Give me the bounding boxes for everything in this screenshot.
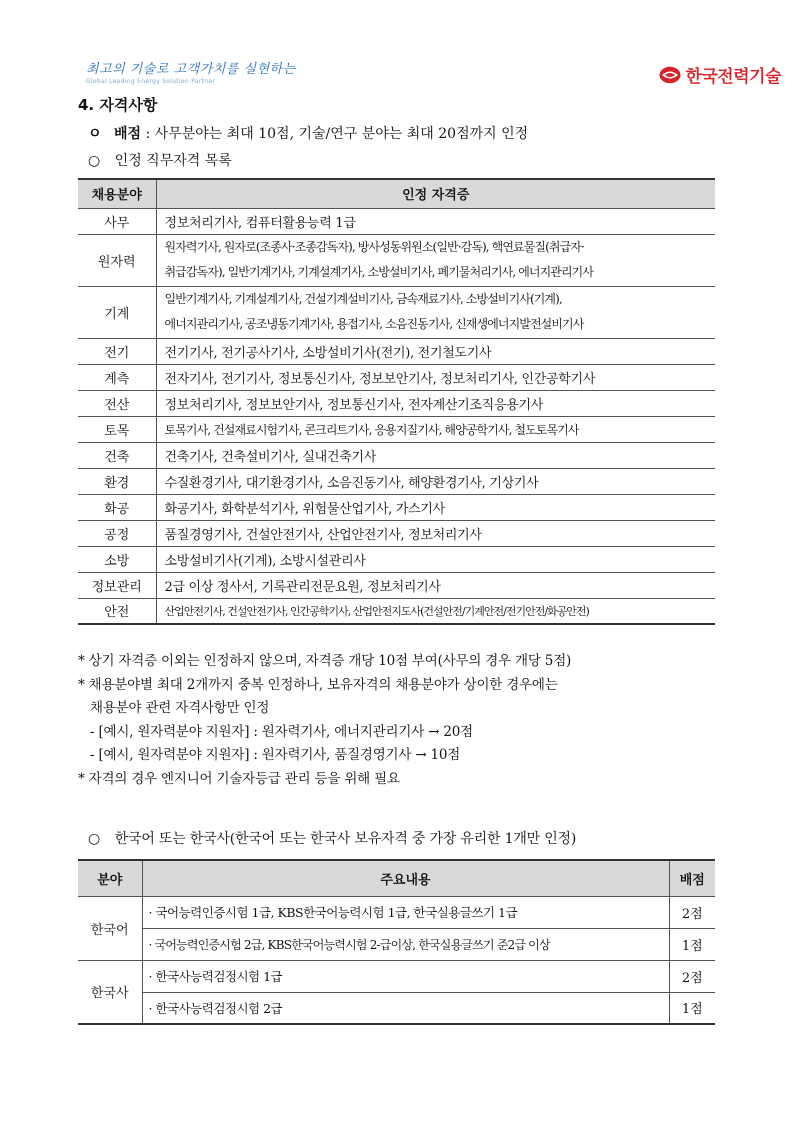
row-content: · 한국사능력검정시험 1급 xyxy=(142,960,669,992)
row-content: · 국어능력인증시험 1급, KBS한국어능력시험 1급, 한국실용글쓰기 1급 xyxy=(142,896,669,928)
table-row xyxy=(78,338,715,364)
table-row xyxy=(78,992,715,1024)
row-field: 안전 xyxy=(78,598,156,624)
row-content: · 한국사능력검정시험 2급 xyxy=(142,992,669,1024)
row-certs: 전기기사, 전기공사기사, 소방설비기사(전기), 전기철도기사 xyxy=(156,338,715,364)
row-certs-line: 일반기계기사, 기계설계기사, 건설기계설비기사, 금속재료기사, 소방설비기사(기계), xyxy=(164,292,562,306)
note-line: * 채용분야별 최대 2개까지 중복 인정하나, 보유자격의 채용분야가 상이한 경우에는 xyxy=(78,676,558,693)
table-row xyxy=(78,442,715,468)
row-field: 계측 xyxy=(78,364,156,390)
row-field: 전산 xyxy=(78,390,156,416)
score-text: : 사무분야는 최대 10점, 기술/연구 분야는 최대 20점까지 인정 xyxy=(141,126,529,142)
table-row xyxy=(78,208,715,234)
table-row xyxy=(78,364,715,390)
header-field: 분야 xyxy=(78,860,142,896)
score-label: 배점 xyxy=(113,126,142,142)
header-slogan: 최고의 기술로 고객가치를 실현하는 xyxy=(86,62,296,77)
row-field: 소방 xyxy=(78,546,156,572)
note-line: - [예시, 원자력분야 지원자] : 원자력기사, 에너지관리기사 → 20점 xyxy=(90,723,473,740)
row-certs: 2급 이상 정사서, 기록관리전문요원, 정보처리기사 xyxy=(156,572,715,598)
row-score: 2점 xyxy=(669,960,715,992)
table-row xyxy=(78,520,715,546)
row-field: 공정 xyxy=(78,520,156,546)
row-score: 2점 xyxy=(669,896,715,928)
korean-section-line xyxy=(88,828,576,848)
table-row xyxy=(78,390,715,416)
score-line xyxy=(88,123,528,143)
header-field: 채용분야 xyxy=(78,179,156,208)
korean-bullet: ○ xyxy=(88,831,101,847)
score-bullet: ㅇ xyxy=(88,126,102,142)
row-certs: 정보처리기사, 컴퓨터활용능력 1급 xyxy=(156,208,715,234)
table-row xyxy=(78,896,715,928)
table-row xyxy=(78,286,715,338)
row-certs xyxy=(156,234,715,286)
row-field: 원자력 xyxy=(78,234,156,286)
header-certs: 인정 자격증 xyxy=(156,179,715,208)
row-certs: 소방설비기사(기계), 소방시설관리사 xyxy=(156,546,715,572)
row-field: 한국사 xyxy=(78,960,142,1024)
table-row xyxy=(78,546,715,572)
row-field: 기계 xyxy=(78,286,156,338)
row-certs: 수질환경기사, 대기환경기사, 소음진동기사, 해양환경기사, 기상기사 xyxy=(156,468,715,494)
row-field: 정보관리 xyxy=(78,572,156,598)
cert-list-line xyxy=(88,150,232,170)
row-certs-line: 취급감독자), 일반기계기사, 기계설계기사, 소방설비기사, 폐기물처리기사, 에너지관리기사 xyxy=(164,265,594,279)
table-row xyxy=(78,928,715,960)
row-certs-line: 원자력기사, 원자로(조종사·조종감독자), 방사성동위원소(일반·감독), 핵연료물질(취급자· xyxy=(164,240,584,254)
row-field: 건축 xyxy=(78,442,156,468)
row-certs: 건축기사, 건축설비기사, 실내건축기사 xyxy=(156,442,715,468)
row-field: 사무 xyxy=(78,208,156,234)
row-score: 1점 xyxy=(669,928,715,960)
row-field: 한국어 xyxy=(78,896,142,960)
kepco-logo-icon xyxy=(659,66,681,84)
row-content: · 국어능력인증시험 2급, KBS한국어능력시험 2-급이상, 한국실용글쓰기 준2급 이상 xyxy=(142,928,669,960)
section-title: 4. 자격사항 xyxy=(78,96,158,114)
table-row xyxy=(78,234,715,286)
row-score: 1점 xyxy=(669,992,715,1024)
logo-text: 한국전력기술 xyxy=(685,67,781,87)
row-field: 화공 xyxy=(78,494,156,520)
row-certs: 화공기사, 화학분석기사, 위험물산업기사, 가스기사 xyxy=(156,494,715,520)
table-row xyxy=(78,494,715,520)
row-certs: 품질경영기사, 건설안전기사, 산업안전기사, 정보처리기사 xyxy=(156,520,715,546)
notes-block xyxy=(78,650,571,791)
row-field: 환경 xyxy=(78,468,156,494)
note-line: * 상기 자격증 이외는 인정하지 않으며, 자격증 개당 10점 부여(사무의 경우 개당 5점) xyxy=(78,653,572,669)
row-field: 토목 xyxy=(78,416,156,442)
header-score: 배점 xyxy=(669,860,715,896)
table-row xyxy=(78,598,715,624)
row-field: 전기 xyxy=(78,338,156,364)
row-certs xyxy=(156,286,715,338)
note-line: * 자격의 경우 엔지니어 기술자등급 관리 등을 위해 필요 xyxy=(78,770,400,787)
row-certs: 산업안전기사, 건설안전기사, 인간공학기사, 산업안전지도사(건설안전/기계안전/전기안전/화공안전) xyxy=(156,598,715,624)
table-row xyxy=(78,572,715,598)
korean-section-title: 한국어 또는 한국사(한국어 또는 한국사 보유자격 중 가장 유리한 1개만 인정) xyxy=(114,831,577,847)
row-certs-line: 에너지관리기사, 공조냉동기계기사, 용접기사, 소음진동기사, 신재생에너지발전설비기사 xyxy=(164,317,584,331)
note-line: - [예시, 원자력분야 지원자] : 원자력기사, 품질경영기사 → 10점 xyxy=(90,747,461,763)
table-row xyxy=(78,416,715,442)
header-slogan-sub: Global Leading Energy Solution Partner xyxy=(86,78,216,85)
note-line: 채용분야 관련 자격사항만 인정 xyxy=(90,700,270,716)
row-certs: 전자기사, 전기기사, 정보통신기사, 정보보안기사, 정보처리기사, 인간공학기사 xyxy=(156,364,715,390)
certification-table xyxy=(78,178,715,625)
row-certs: 정보처리기사, 정보보안기사, 정보통신기사, 전자계산기조직응용기사 xyxy=(156,390,715,416)
table-row xyxy=(78,960,715,992)
list-title: 인정 직무자격 목록 xyxy=(114,153,232,169)
company-logo xyxy=(659,62,781,87)
header-content: 주요내용 xyxy=(142,860,669,896)
korean-score-table xyxy=(78,859,715,1025)
table-row xyxy=(78,468,715,494)
list-bullet: ○ xyxy=(88,153,101,169)
row-certs: 토목기사, 건설재료시험기사, 콘크리트기사, 응용지질기사, 해양공학기사, 철도토목기사 xyxy=(156,416,715,442)
